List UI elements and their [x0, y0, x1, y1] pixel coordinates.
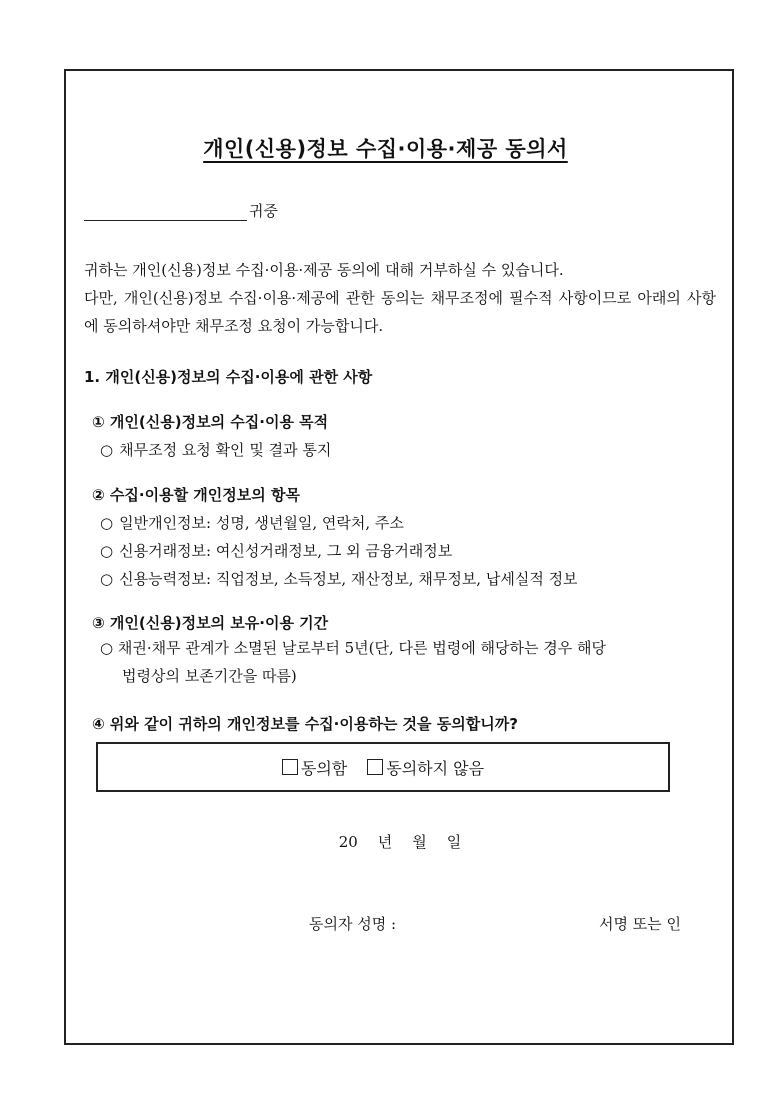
bullet-icon: ○: [100, 639, 114, 657]
fields-item-2: ○ 신용거래정보: 여신성거래정보, 그 외 금융거래정보: [100, 542, 453, 560]
recipient-blank[interactable]: [84, 204, 247, 221]
intro-text: [84, 256, 716, 340]
retention-item: [100, 634, 716, 690]
date-line: [0, 831, 771, 852]
bullet-icon: ○: [100, 542, 114, 560]
recipient-suffix: 귀중: [249, 202, 278, 220]
agree-option[interactable]: [282, 756, 347, 779]
agree-label: 동의함: [300, 758, 348, 778]
consent-box: [96, 742, 670, 792]
fields-item-1: ○ 일반개인정보: 성명, 생년월일, 연락처, 주소: [100, 514, 404, 532]
disagree-checkbox[interactable]: [367, 759, 383, 775]
date-day: 일: [446, 833, 462, 851]
agree-checkbox[interactable]: [282, 759, 298, 775]
retention-line-1: 채권·채무 관계가 소멸된 날로부터 5년(단, 다른 법령에 해당하는 경우 해당: [117, 639, 606, 657]
disagree-label: 동의하지 않음: [386, 758, 485, 778]
recipient-line: [84, 200, 278, 221]
retention-line-2: 법령상의 보존기간을 따름): [122, 667, 297, 685]
bullet-icon: ○: [100, 514, 114, 532]
purpose-heading: ① 개인(신용)정보의 수집·이용 목적: [92, 413, 329, 431]
intro-line-1: 귀하는 개인(신용)정보 수집·이용·제공 동의에 대해 거부하실 수 있습니다.: [84, 261, 564, 279]
signer-name-label: 동의자 성명 :: [309, 915, 397, 933]
bullet-icon: ○: [100, 570, 114, 588]
fields-item-3: ○ 신용능력정보: 직업정보, 소득정보, 재산정보, 채무정보, 납세실적 정보: [100, 570, 578, 588]
consent-question: ④ 위와 같이 귀하의 개인정보를 수집·이용하는 것을 동의합니까?: [92, 715, 518, 733]
date-year-prefix: 20: [338, 833, 358, 851]
section1-heading: 1. 개인(신용)정보의 수집·이용에 관한 사항: [84, 368, 373, 386]
page-title: 개인(신용)정보 수집·이용·제공 동의서: [203, 137, 568, 161]
retention-heading: ③ 개인(신용)정보의 보유·이용 기간: [92, 614, 329, 632]
fields-heading: ② 수집·이용할 개인정보의 항목: [92, 486, 300, 504]
bullet-icon: ○: [100, 441, 114, 459]
intro-line-2: 다만, 개인(신용)정보 수집·이용·제공에 관한 동의는 채무조정에 필수적 사항이므로 아래의 사항에 동의하셔야만 채무조정 요청이 가능합니다.: [84, 289, 716, 335]
date-month: 월: [412, 833, 427, 851]
disagree-option[interactable]: [367, 756, 484, 779]
purpose-item: ○ 채무조정 요청 확인 및 결과 통지: [100, 441, 332, 459]
signature-label: 서명 또는 인: [599, 915, 681, 933]
date-year: 년: [377, 833, 393, 851]
